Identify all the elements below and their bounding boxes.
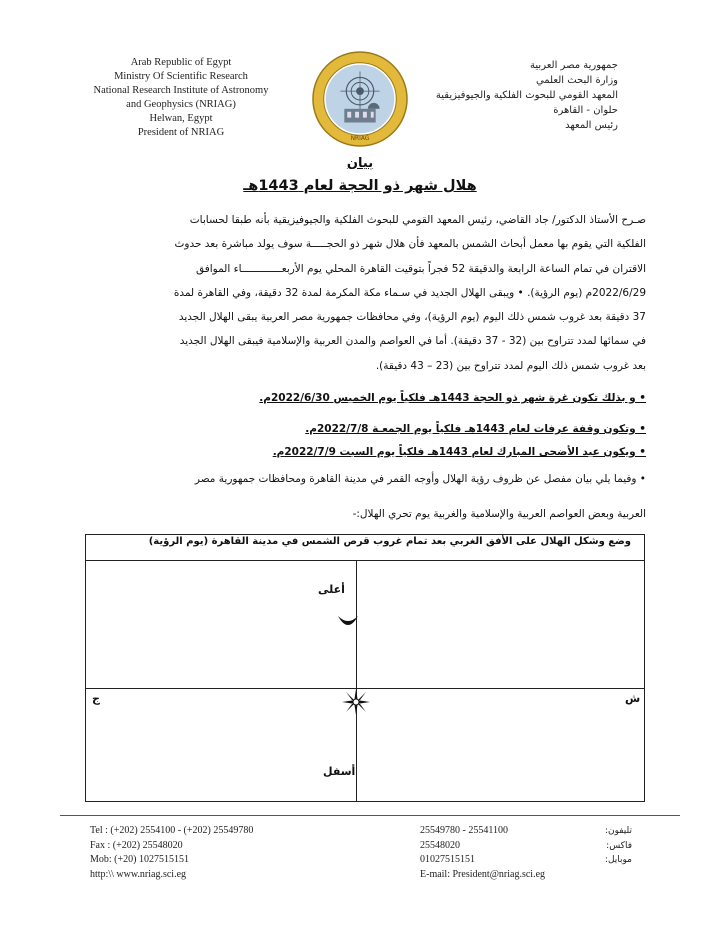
footer-email-link[interactable]: E-mail: President@nriag.sci.eg bbox=[420, 868, 546, 880]
footer-email-row bbox=[420, 868, 632, 883]
letterhead-line: Arab Republic of Egypt bbox=[130, 57, 232, 68]
footer-mob: Mob: (+20) 1027515151 bbox=[90, 854, 189, 866]
bullet-eid: • ويكون عيد الأضحى المبارك لعام 1443هـ فلكياً يوم السبت 2022/7/9م. bbox=[272, 446, 646, 458]
label-south: ج bbox=[92, 692, 100, 705]
letterhead-line: and Geophysics (NRIAG) bbox=[126, 99, 236, 110]
statement-title: بيان bbox=[346, 156, 374, 171]
bullet-first-day: • و بذلك تكون غرة شهر ذو الحجة 1443هـ فلكياً يوم الخميس 2022/6/30م. bbox=[259, 392, 646, 404]
footer-website-link[interactable]: http:\\ www.nriag.sci.eg bbox=[90, 868, 187, 880]
sun-star-icon bbox=[342, 689, 370, 715]
body-line: صـرح الأستاذ الدكتور/ جاد القاضي، رئيس المعهد القومي للبحوث الفلكية والجيوفيزيقية بأنه طبقا لحسابات bbox=[189, 214, 646, 226]
body-line: 2022/6/29م (يوم الرؤية). • ويبقى الهلال الجديد في سـماء مكة المكرمة لمدة 32 دقيقة، وفي القاهرة لمدة bbox=[173, 286, 646, 299]
footer-ar-row: 01027515151 موبايل: bbox=[420, 854, 632, 866]
footer-arabic-contacts bbox=[420, 824, 632, 882]
footer-divider bbox=[60, 815, 680, 816]
body-line: الاقتران في تمام الساعة الرابعة والدقيقة 52 فجراً بتوقيت القاهرة المحلي يوم الأربعـــــــــــــاء الموافق bbox=[195, 262, 646, 275]
svg-text:NRIAG: NRIAG bbox=[350, 136, 370, 143]
label-bottom: أسفل bbox=[323, 765, 356, 778]
letterhead-line: رئيس المعهد bbox=[565, 120, 618, 131]
letterhead-line: جمهورية مصر العربية bbox=[530, 60, 618, 71]
letterhead-line: Helwan, Egypt bbox=[149, 113, 213, 124]
body-line: 37 دقيقة بعد غروب شمس ذلك اليوم (يوم الرؤية)، وفي محافظات جمهورية مصر العربية يبقى الهلال الجديد bbox=[178, 311, 646, 324]
letterhead-line: حلوان - القاهرة bbox=[553, 105, 618, 116]
closing-line-2: العربية وبعض العواصم العربية والإسلامية والغربية يوم تحري الهلال:- bbox=[352, 508, 646, 520]
crescent-moon-icon bbox=[336, 612, 360, 632]
arabic-letterhead bbox=[430, 58, 618, 133]
diagram-caption: وضع وشكل الهلال على الأفق الغربي بعد تمام غروب قرص الشمس في مدينة القاهرة (يوم الرؤية) bbox=[148, 536, 631, 547]
bullet-arafat: • وتكون وقفة عرفات لعام 1443هـ فلكياً يوم الجمعـة 2022/7/8م. bbox=[305, 423, 646, 435]
body-line: بعد غروب شمس ذلك اليوم لمدد تتراوح بين (23 – 43 دقيقة). bbox=[375, 359, 646, 372]
caption-divider bbox=[85, 560, 645, 561]
letterhead-line: المعهد القومي للبحوث الفلكية والجيوفيزيقية bbox=[435, 90, 618, 101]
footer-tel: Tel : (+202) 2554100 - (+202) 25549780 bbox=[90, 825, 254, 836]
footer-ar-row: 25549780 - 25541100 تليفون: bbox=[420, 825, 632, 836]
footer-ar-row: 25548020 فاكس: bbox=[420, 839, 632, 851]
body-line: في سمائها لمدد تتراوح بين (32 - 37 دقيقة). أما في العواصم والمدن العربية والإسلامية فيبقى الهلال الجديد bbox=[179, 335, 646, 348]
nriag-logo bbox=[311, 50, 409, 148]
letterhead-line: National Research Institute of Astronomy bbox=[93, 85, 269, 96]
crescent-position-diagram bbox=[85, 534, 645, 802]
statement-body bbox=[116, 208, 646, 378]
label-top: أعلى bbox=[318, 583, 345, 596]
letterhead-line: وزارة البحث العلمي bbox=[535, 75, 618, 86]
footer-english-contacts bbox=[90, 824, 253, 882]
letterhead-line: Ministry Of Scientific Research bbox=[114, 71, 248, 82]
closing-line-1: • وفيما يلي بيان مفصل عن ظروف رؤية الهلال وأوجه القمر في مدينة القاهرة ومحافظات جمهورية مصر bbox=[194, 473, 646, 485]
vertical-axis bbox=[356, 560, 357, 802]
footer-fax: Fax : (+202) 25548020 bbox=[90, 839, 183, 851]
label-north: ش bbox=[625, 692, 641, 705]
letterhead-line: President of NRIAG bbox=[137, 127, 225, 138]
body-line: الفلكية التي يقوم بها معمل أبحاث الشمس بالمعهد فأن هلال شهر ذو الحجـــــة سوف يولد مباشرة بعد حدوث bbox=[174, 238, 646, 251]
statement-subtitle: هلال شهر ذو الحجة لعام 1443هـ bbox=[243, 178, 477, 194]
english-letterhead bbox=[72, 56, 290, 140]
